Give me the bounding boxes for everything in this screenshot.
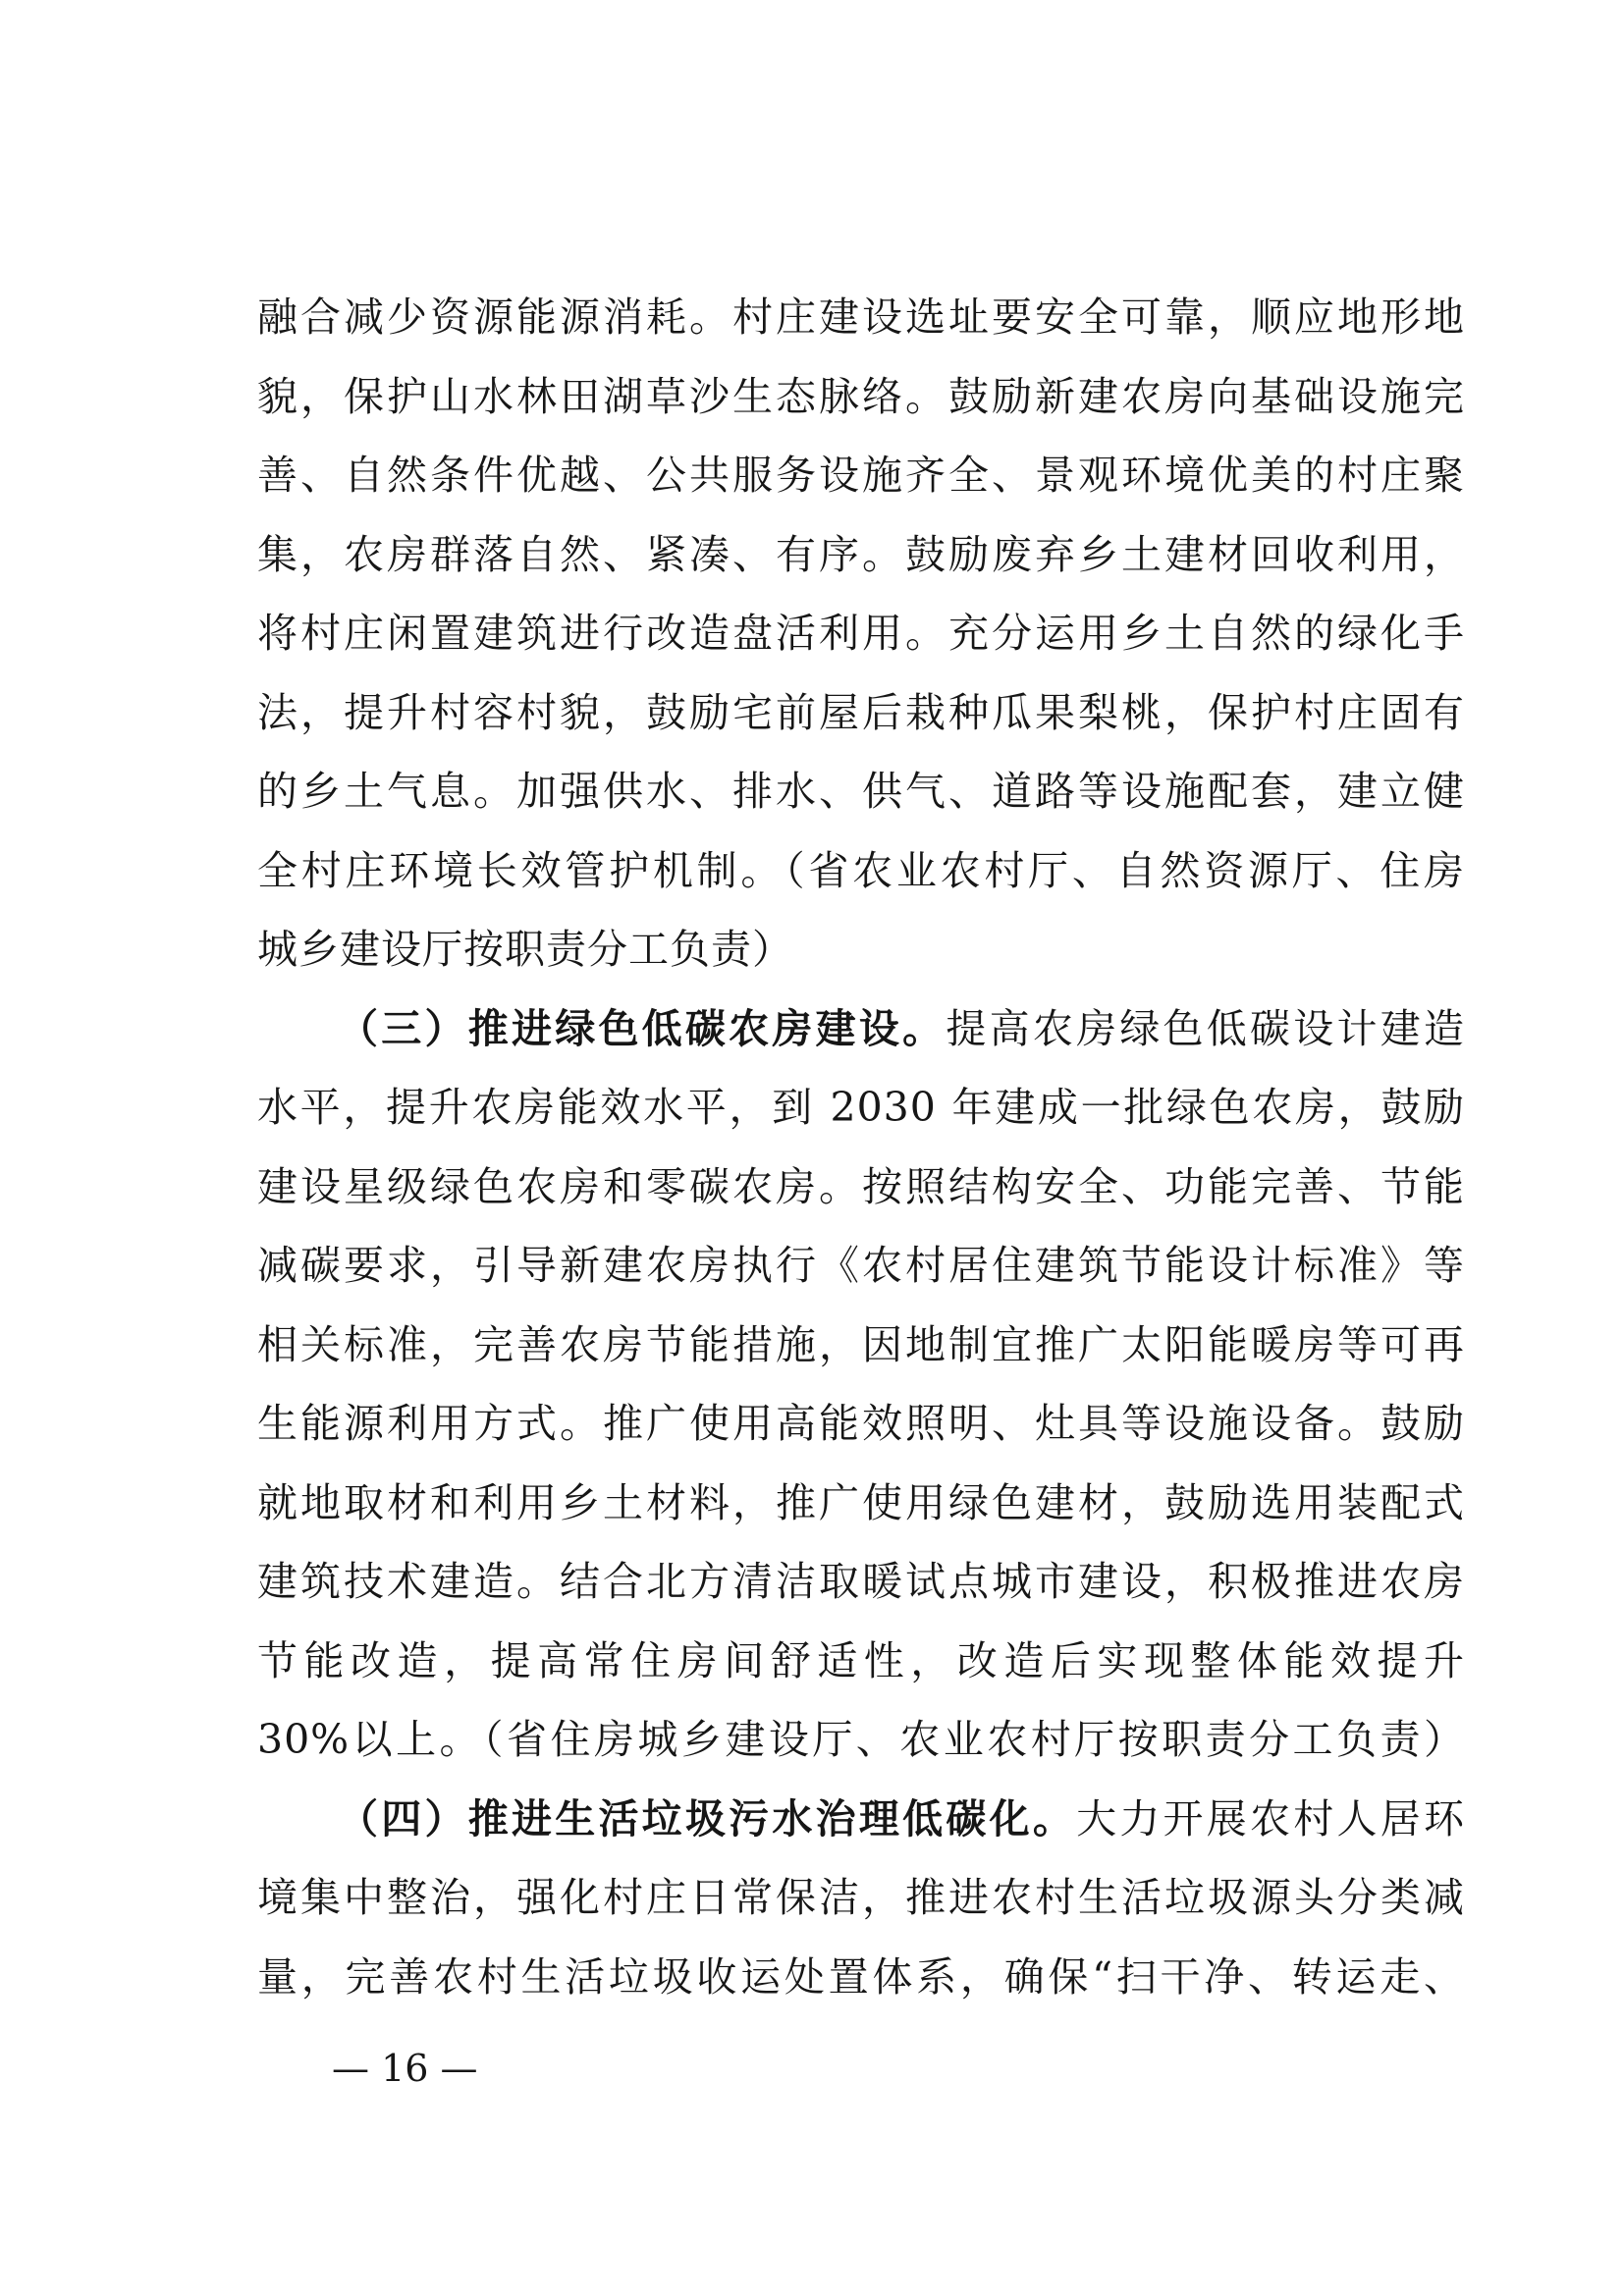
text-line: 生能源利用方式。推广使用高能效照明、灶具等设施设备。鼓励 bbox=[257, 1400, 1465, 1447]
text-line: 节能改造，提高常住房间舒适性，改造后实现整体能效提升 bbox=[257, 1636, 1465, 1684]
text-line: 30%以上。（省住房城乡建设厅、农业农村厅按职责分工负责） bbox=[257, 1716, 1465, 1763]
text-line: 就地取材和利用乡土材料，推广使用绿色建材，鼓励选用装配式 bbox=[257, 1478, 1465, 1526]
text-line: 的乡土气息。加强供水、排水、供气、道路等设施配套，建立健 bbox=[257, 768, 1465, 815]
section-four-heading: （四）推进生活垃圾污水治理低碳化。 bbox=[338, 1794, 1077, 1842]
section-four-text: 大力开展农村人居环 bbox=[1076, 1794, 1465, 1842]
text-line: 融合减少资源能源消耗。村庄建设选址要安全可靠，顺应地形地 bbox=[257, 294, 1465, 341]
text-line: 法，提升村容村貌，鼓励宅前屋后栽种瓜果梨桃，保护村庄固有 bbox=[257, 688, 1465, 736]
text-line: 善、自然条件优越、公共服务设施齐全、景观环境优美的村庄聚 bbox=[257, 452, 1465, 499]
section-four-first-line bbox=[257, 1780, 1465, 1859]
section-three-first-line bbox=[257, 989, 1465, 1069]
text-line: 建设星级绿色农房和零碳农房。按照结构安全、功能完善、节能 bbox=[257, 1162, 1465, 1210]
text-line: 相关标准，完善农房节能措施，因地制宜推广太阳能暖房等可再 bbox=[257, 1320, 1465, 1368]
text-line: 水平，提升农房能效水平，到 2030 年建成一批绿色农房，鼓励 bbox=[257, 1084, 1465, 1131]
section-three-heading: （三）推进绿色低碳农房建设。 bbox=[338, 1004, 947, 1052]
text-line: 量，完善农村生活垃圾收运处置体系，确保“扫干净、转运走、 bbox=[257, 1952, 1465, 2001]
text-line: 貌，保护山水林田湖草沙生态脉络。鼓励新建农房向基础设施完 bbox=[257, 372, 1465, 420]
text-line: 减碳要求，引导新建农房执行《农村居住建筑节能设计标准》等 bbox=[257, 1242, 1465, 1289]
page-number: — 16 — bbox=[332, 2047, 478, 2090]
text-line: 将村庄闲置建筑进行改造盘活利用。充分运用乡土自然的绿化手 bbox=[257, 610, 1465, 657]
text-line: 建筑技术建造。结合北方清洁取暖试点城市建设，积极推进农房 bbox=[257, 1558, 1465, 1605]
text-line: 境集中整治，强化村庄日常保洁，推进农村生活垃圾源头分类减 bbox=[257, 1874, 1465, 1921]
section-three-text: 提高农房绿色低碳设计建造 bbox=[946, 1004, 1465, 1052]
text-line: 城乡建设厅按职责分工负责） bbox=[257, 926, 793, 973]
text-line: 集，农房群落自然、紧凑、有序。鼓励废弃乡土建材回收利用， bbox=[257, 530, 1465, 578]
text-line: 全村庄环境长效管护机制。（省农业农村厅、自然资源厅、住房 bbox=[257, 846, 1465, 894]
body-text bbox=[257, 278, 1465, 2016]
